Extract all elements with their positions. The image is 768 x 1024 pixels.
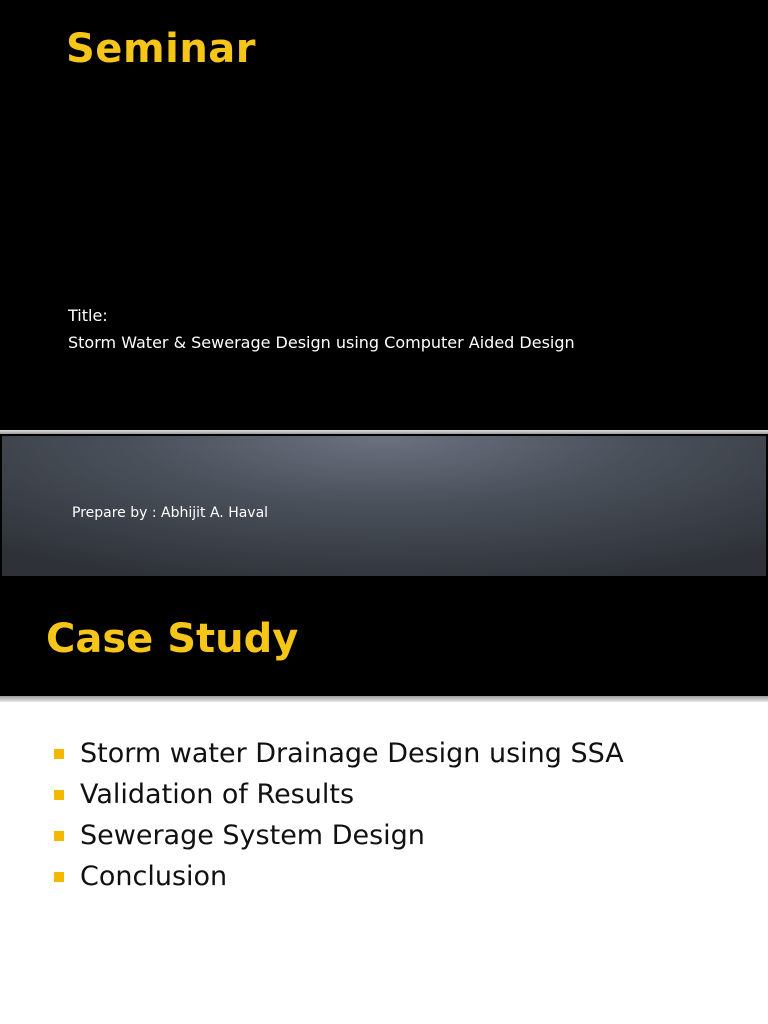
square-bullet-icon — [54, 831, 64, 841]
subtitle-text: Storm Water & Sewerage Design using Computer Aided Design — [68, 333, 575, 352]
bullet-item — [54, 774, 624, 815]
square-bullet-icon — [54, 749, 64, 759]
divider-line — [0, 696, 768, 702]
presenter-credit: Prepare by : Abhijit A. Haval — [72, 505, 269, 521]
divider-line — [0, 430, 768, 434]
bullet-text: Conclusion — [80, 861, 228, 892]
bullet-text: Sewerage System Design — [80, 820, 425, 851]
bullet-item — [54, 856, 624, 897]
slide-title-seminar: Seminar — [66, 26, 257, 72]
bullet-list — [54, 733, 624, 897]
bullet-item — [54, 815, 624, 856]
bullet-text: Storm water Drainage Design using SSA — [80, 738, 624, 769]
bullet-item — [54, 733, 624, 774]
slide-title-case-study: Case Study — [46, 616, 299, 662]
square-bullet-icon — [54, 872, 64, 882]
square-bullet-icon — [54, 790, 64, 800]
bullet-text: Validation of Results — [80, 779, 355, 810]
subtitle-label: Title: — [68, 306, 108, 325]
subtitle-block — [68, 302, 575, 356]
